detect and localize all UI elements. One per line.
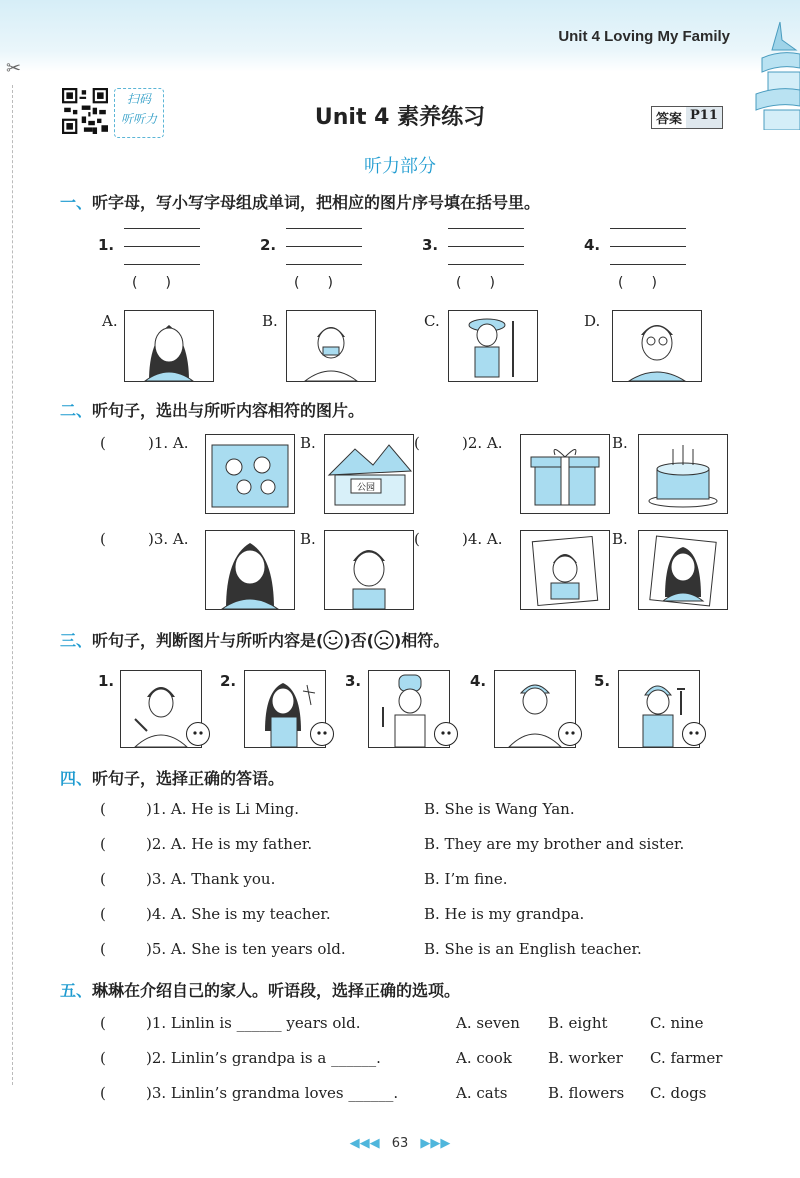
section4-heading: 四、听句子，选择正确的答语。 bbox=[60, 769, 285, 788]
s2-q4-label: )4. A. bbox=[462, 530, 503, 548]
answer-line[interactable] bbox=[448, 246, 524, 247]
girl-photo-picture[interactable] bbox=[638, 530, 728, 610]
s5-option-b: B. worker bbox=[548, 1049, 623, 1067]
sad-face-icon bbox=[374, 630, 394, 650]
s4-paren[interactable]: ( bbox=[100, 905, 106, 923]
farmer-picture[interactable] bbox=[448, 310, 538, 382]
boy-photo-picture[interactable] bbox=[520, 530, 610, 610]
s5-question: )1. Linlin is ______ years old. bbox=[146, 1014, 361, 1032]
s4-option-a: )3. A. Thank you. bbox=[146, 870, 276, 888]
s2-b2-label: B. bbox=[612, 434, 628, 452]
park-sign-text: 公园 bbox=[356, 483, 376, 493]
s1-answer-paren[interactable]: ( ) bbox=[294, 275, 333, 291]
s2-paren[interactable]: ( bbox=[414, 530, 420, 548]
s4-paren[interactable]: ( bbox=[100, 835, 106, 853]
s2-paren[interactable]: ( bbox=[100, 530, 106, 548]
answer-line[interactable] bbox=[448, 228, 524, 229]
s4-paren[interactable]: ( bbox=[100, 940, 106, 958]
s1-item-3-label: 3. bbox=[422, 236, 439, 254]
s2-paren[interactable]: ( bbox=[414, 434, 420, 452]
s1-item-4-label: 4. bbox=[584, 236, 601, 254]
s5-option-b: B. flowers bbox=[548, 1084, 625, 1102]
gift-box-picture[interactable] bbox=[520, 434, 610, 514]
s2-b4-label: B. bbox=[612, 530, 628, 548]
s5-paren[interactable]: ( bbox=[100, 1049, 106, 1067]
judge-face-icon[interactable] bbox=[682, 722, 706, 746]
left-arrows-icon: ◀◀◀ bbox=[349, 1136, 380, 1151]
s4-paren[interactable]: ( bbox=[100, 800, 106, 818]
s4-paren[interactable]: ( bbox=[100, 870, 106, 888]
s5-question: )2. Linlin’s grandpa is a ______. bbox=[146, 1049, 381, 1067]
answer-line[interactable] bbox=[286, 228, 362, 229]
s3-item-2-label: 2. bbox=[220, 672, 237, 690]
s4-option-b: B. She is Wang Yan. bbox=[424, 800, 575, 818]
s1-answer-paren[interactable]: ( ) bbox=[456, 275, 495, 291]
answer-line[interactable] bbox=[610, 246, 686, 247]
s1-option-d-label: D. bbox=[584, 312, 601, 330]
s5-option-a: A. cats bbox=[456, 1084, 508, 1102]
s5-paren[interactable]: ( bbox=[100, 1014, 106, 1032]
s4-option-b: B. They are my brother and sister. bbox=[424, 835, 685, 853]
answer-line[interactable] bbox=[124, 228, 200, 229]
section1-heading: 一、听字母，写小写字母组成单词，把相应的图片序号填在括号里。 bbox=[60, 193, 541, 212]
s3-item-1-label: 1. bbox=[98, 672, 115, 690]
page-footer bbox=[0, 1136, 800, 1151]
page-number: 63 bbox=[391, 1136, 409, 1151]
s5-paren[interactable]: ( bbox=[100, 1084, 106, 1102]
s1-option-b-label: B. bbox=[262, 312, 278, 330]
section2-heading: 二、听句子，选出与所听内容相符的图片。 bbox=[60, 401, 365, 420]
s1-answer-paren[interactable]: ( ) bbox=[132, 275, 171, 291]
s1-answer-paren[interactable]: ( ) bbox=[618, 275, 657, 291]
grandpa-picture[interactable] bbox=[612, 310, 702, 382]
judge-face-icon[interactable] bbox=[310, 722, 334, 746]
s2-b1-label: B. bbox=[300, 434, 316, 452]
answer-line[interactable] bbox=[124, 264, 200, 265]
section-subtitle: 听力部分 bbox=[364, 156, 436, 177]
answer-line[interactable] bbox=[610, 264, 686, 265]
scan-listen-label: 扫码 听听力 bbox=[114, 88, 164, 138]
answer-line[interactable] bbox=[286, 246, 362, 247]
s3-item-3-label: 3. bbox=[345, 672, 362, 690]
s1-option-a-label: A. bbox=[102, 312, 118, 330]
s5-option-c: C. nine bbox=[650, 1014, 704, 1032]
s4-option-a: )1. A. He is Li Ming. bbox=[146, 800, 300, 818]
answer-line[interactable] bbox=[286, 264, 362, 265]
s5-option-c: C. farmer bbox=[650, 1049, 723, 1067]
answer-line[interactable] bbox=[448, 264, 524, 265]
judge-face-icon[interactable] bbox=[186, 722, 210, 746]
section3-heading: 三、听句子，判断图片与所听内容是( )否( )相符。 bbox=[60, 631, 450, 650]
s5-option-c: C. dogs bbox=[650, 1084, 707, 1102]
section5-heading: 五、琳琳在介绍自己的家人。听语段，选择正确的选项。 bbox=[60, 981, 461, 1000]
scissors-icon: ✂ bbox=[6, 58, 22, 79]
answer-line[interactable] bbox=[610, 228, 686, 229]
woman-picture[interactable] bbox=[124, 310, 214, 382]
s1-option-c-label: C. bbox=[424, 312, 440, 330]
s2-b3-label: B. bbox=[300, 530, 316, 548]
smile-face-icon bbox=[323, 630, 343, 650]
boy-picture[interactable] bbox=[324, 530, 414, 610]
s5-question: )3. Linlin’s grandma loves ______. bbox=[146, 1084, 399, 1102]
s3-item-4-label: 4. bbox=[470, 672, 487, 690]
judge-face-icon[interactable] bbox=[434, 722, 458, 746]
right-arrows-icon: ▶▶▶ bbox=[420, 1136, 451, 1151]
s2-q1-label: )1. A. bbox=[148, 434, 189, 452]
s3-item-5-label: 5. bbox=[594, 672, 611, 690]
family-photo-picture[interactable] bbox=[205, 434, 295, 514]
page-title: Unit 4 素养练习 bbox=[314, 105, 486, 130]
answer-badge[interactable]: 答案 P11 bbox=[651, 106, 723, 129]
s4-option-b: B. I’m fine. bbox=[424, 870, 508, 888]
s5-option-b: B. eight bbox=[548, 1014, 608, 1032]
s5-option-a: A. cook bbox=[456, 1049, 512, 1067]
s4-option-b: B. She is an English teacher. bbox=[424, 940, 642, 958]
s4-option-a: )4. A. She is my teacher. bbox=[146, 905, 331, 923]
s4-option-a: )5. A. She is ten years old. bbox=[146, 940, 346, 958]
doctor-picture[interactable] bbox=[286, 310, 376, 382]
judge-face-icon[interactable] bbox=[558, 722, 582, 746]
header-unit-label: Unit 4 Loving My Family bbox=[558, 28, 730, 45]
answer-line[interactable] bbox=[124, 246, 200, 247]
s2-q3-label: )3. A. bbox=[148, 530, 189, 548]
girl-picture[interactable] bbox=[205, 530, 295, 610]
birthday-cake-picture[interactable] bbox=[638, 434, 728, 514]
park-picture[interactable] bbox=[324, 434, 414, 514]
s4-option-a: )2. A. He is my father. bbox=[146, 835, 313, 853]
s1-item-2-label: 2. bbox=[260, 236, 277, 254]
s1-item-1-label: 1. bbox=[98, 236, 115, 254]
s4-option-b: B. He is my grandpa. bbox=[424, 905, 585, 923]
cut-line bbox=[12, 85, 13, 1085]
s2-q2-label: )2. A. bbox=[462, 434, 503, 452]
s2-paren[interactable]: ( bbox=[100, 434, 106, 452]
s5-option-a: A. seven bbox=[456, 1014, 520, 1032]
